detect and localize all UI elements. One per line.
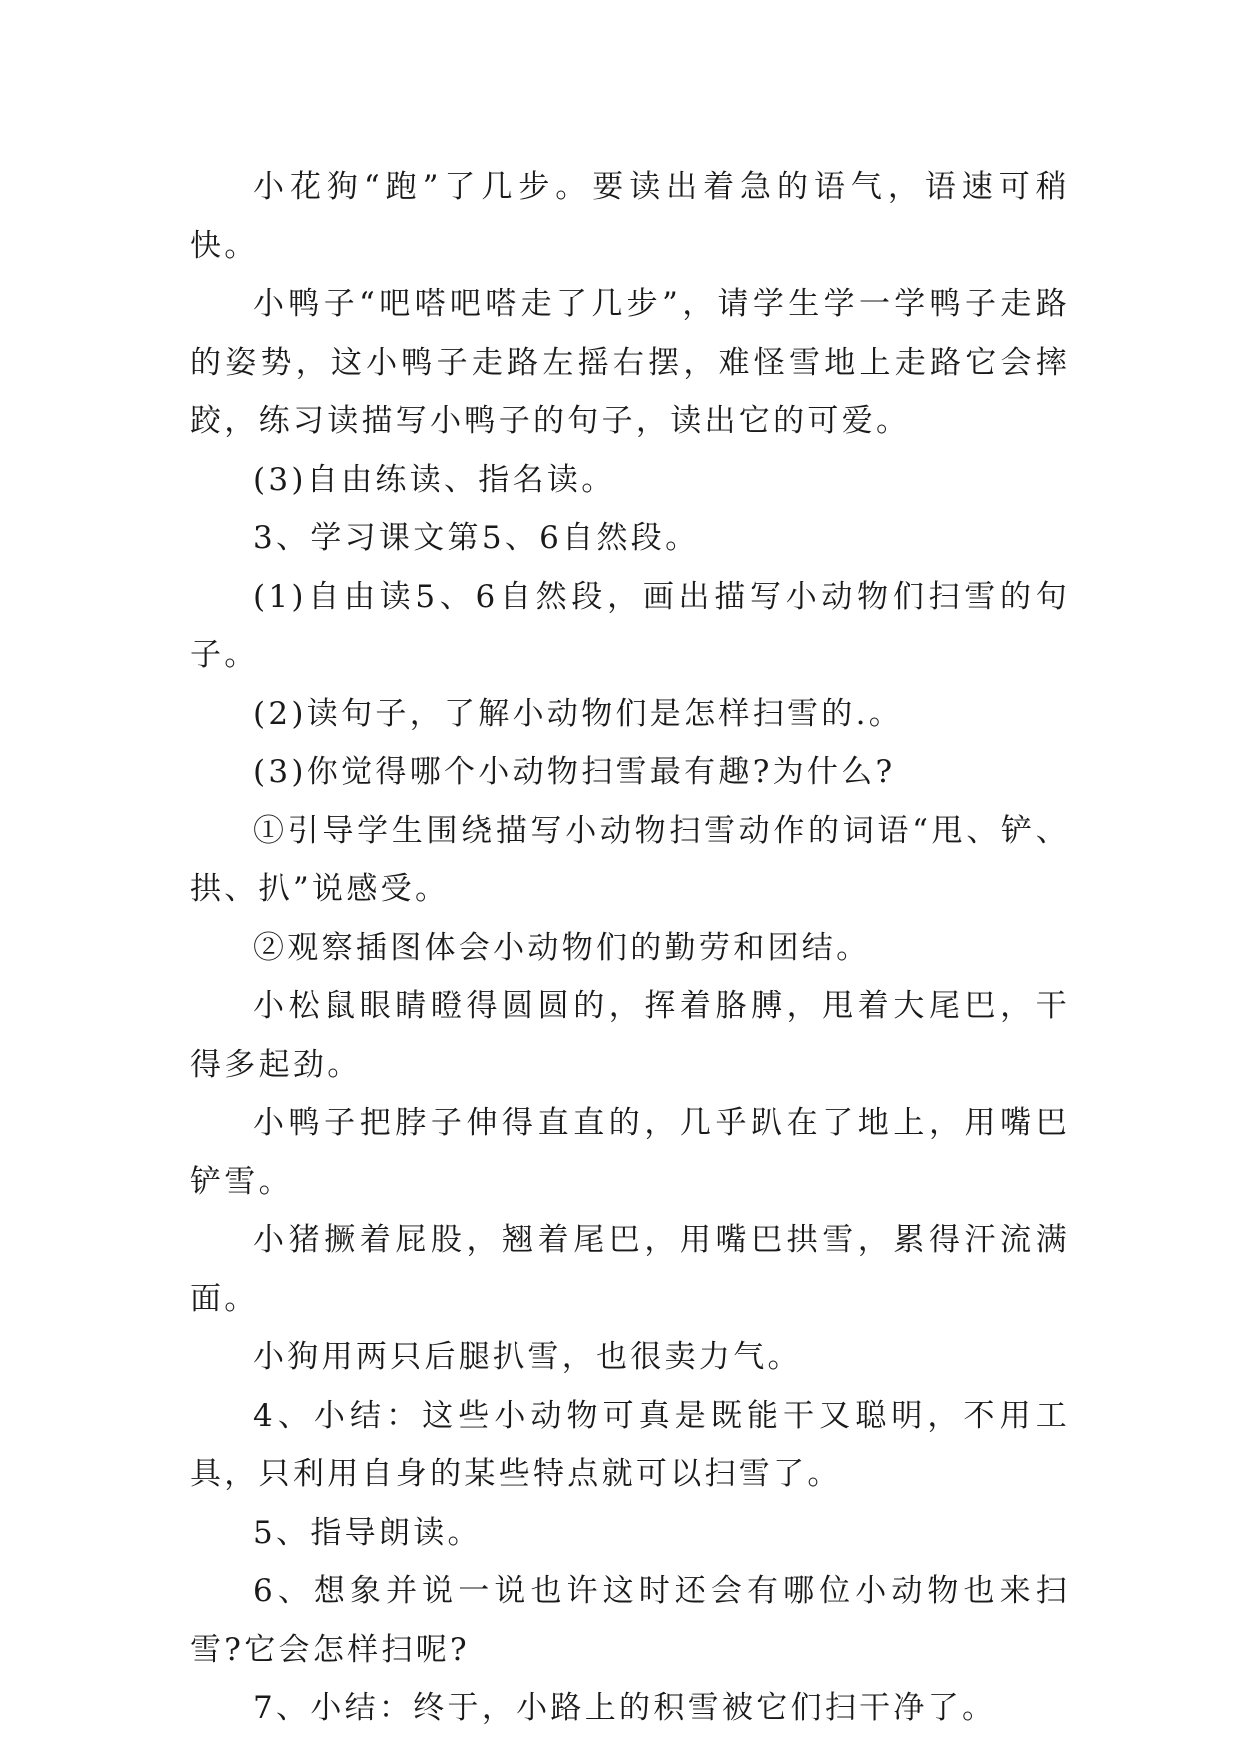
paragraph: 小猪撅着屁股，翘着尾巴，用嘴巴拱雪，累得汗流满面。 (190, 1222, 1070, 1317)
document-body (190, 158, 1070, 1738)
paragraph: (1)自由读5、6自然段，画出描写小动物们扫雪的句子。 (190, 578, 1070, 673)
paragraph: ①引导学生围绕描写小动物扫雪动作的词语“甩、铲、拱、扒”说感受。 (190, 812, 1070, 907)
paragraph: 小鸭子“吧嗒吧嗒走了几步”，请学生学一学鸭子走路的姿势，这小鸭子走路左摇右摆，难怪雪地上走路它会摔跤，练习读描写小鸭子的句子，读出它的可爱。 (190, 286, 1070, 439)
paragraph: 小狗用两只后腿扒雪，也很卖力气。 (253, 1339, 802, 1375)
paragraph: (3)自由练读、指名读。 (253, 461, 616, 498)
paragraph: 5、指导朗读。 (253, 1514, 482, 1551)
paragraph: 7、小结：终于，小路上的积雪被它们扫干净了。 (253, 1690, 997, 1726)
paragraph: 小鸭子把脖子伸得直直的，几乎趴在了地上，用嘴巴铲雪。 (190, 1105, 1070, 1200)
paragraph: 4、小结：这些小动物可真是既能干又聪明，不用工具，只利用自身的某些特点就可以扫雪了。 (190, 1397, 1070, 1492)
paragraph: 小花狗“跑”了几步。要读出着急的语气，语速可稍快。 (190, 169, 1070, 264)
paragraph: (2)读句子，了解小动物们是怎样扫雪的.。 (253, 695, 904, 732)
paragraph: ②观察插图体会小动物们的勤劳和团结。 (253, 929, 871, 966)
paragraph: (3)你觉得哪个小动物扫雪最有趣?为什么? (253, 754, 896, 790)
paragraph: 6、想象并说一说也许这时还会有哪位小动物也来扫雪?它会怎样扫呢? (190, 1573, 1070, 1668)
paragraph: 小松鼠眼睛瞪得圆圆的，挥着胳膊，甩着大尾巴，干得多起劲。 (190, 988, 1070, 1083)
paragraph: 3、学习课文第5、6自然段。 (253, 520, 700, 556)
